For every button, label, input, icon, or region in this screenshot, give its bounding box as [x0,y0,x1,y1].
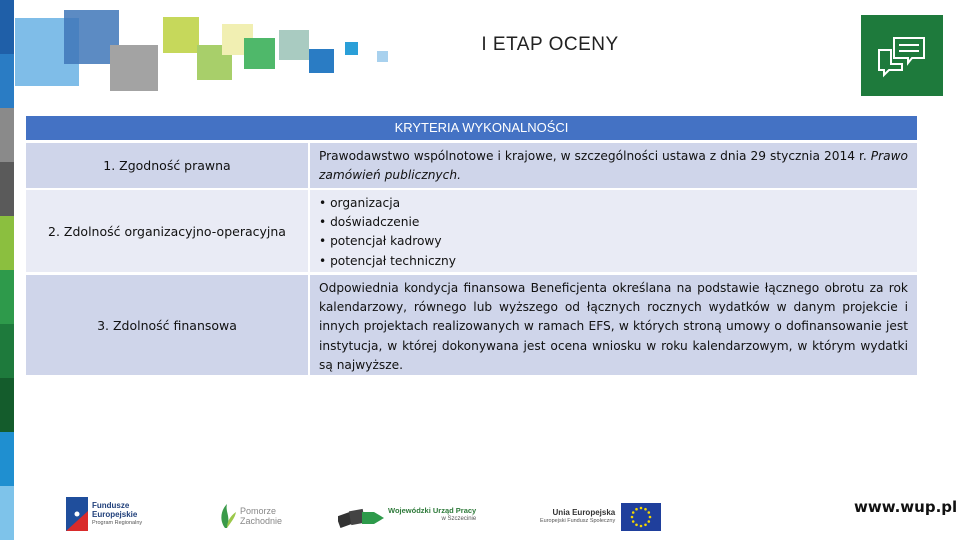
bullet-item: • potencjał techniczny [319,253,456,268]
left-color-strip [0,0,14,540]
table-row [26,275,917,375]
logo-fundusze-europejskie: Fundusze Europejskie Program Regionalny [66,497,142,531]
decor-square [244,38,275,69]
logo-wojewodzki-urzad-pracy: Wojewódzki Urząd Pracy w Szczecinie [338,502,476,528]
criterion-label: 1. Zgodność prawna [26,143,308,188]
criterion-description: Odpowiednia kondycja finansowa Beneficjenta określana na podstawie łącznego obrotu za rok kalendarzowy, równego lub wyższego od łącznych rocznych wydatków w danym projekcie i innych projektach realizowanych w ramach EFS, w których stroną umowy o dofinansowanie jest instytucja, w której dokonywana jest ocena wniosku w roku kalendarzowym, w którym wydatki są najwyższe. [310,275,917,375]
decor-square [163,17,199,53]
logo-pomorze-zachodnie: Pomorze Zachodnie [215,502,282,530]
bullet-item: • organizacja [319,196,401,210]
criterion-text: Prawodawstwo wspólnotowe i krajowe, w szczególności ustawa z dnia 29 stycznia 2014 r. [319,149,867,163]
criterion-text-italic: Prawo zamówień publicznych. [319,149,909,183]
criterion-description [310,143,917,188]
criterion-label: 2. Zdolność organizacyjno-operacyjna [26,190,308,272]
table-row [26,143,917,188]
decor-square [377,51,388,62]
decor-square [110,45,158,91]
table-row [26,190,917,272]
bullet-item: • doświadczenie [319,215,420,230]
chat-bubbles-icon [861,15,943,96]
table-header-label: KRYTERIA WYKONALNOŚCI [394,120,569,135]
bullet-item: • potencjał kadrowy [319,234,442,249]
criterion-label: 3. Zdolność finansowa [26,275,308,375]
eu-flag-icon [621,503,661,531]
page-title: I ETAP OCENY [481,34,619,55]
decor-square [345,42,358,55]
logo-unia-europejska: Unia Europejska Europejski Fundusz Społeczny [540,503,661,531]
decor-square [309,49,334,73]
criterion-bullet-list [310,190,917,272]
table-header [26,116,917,140]
decor-square [279,30,309,60]
website-url[interactable]: www.wup.pl [846,496,960,540]
